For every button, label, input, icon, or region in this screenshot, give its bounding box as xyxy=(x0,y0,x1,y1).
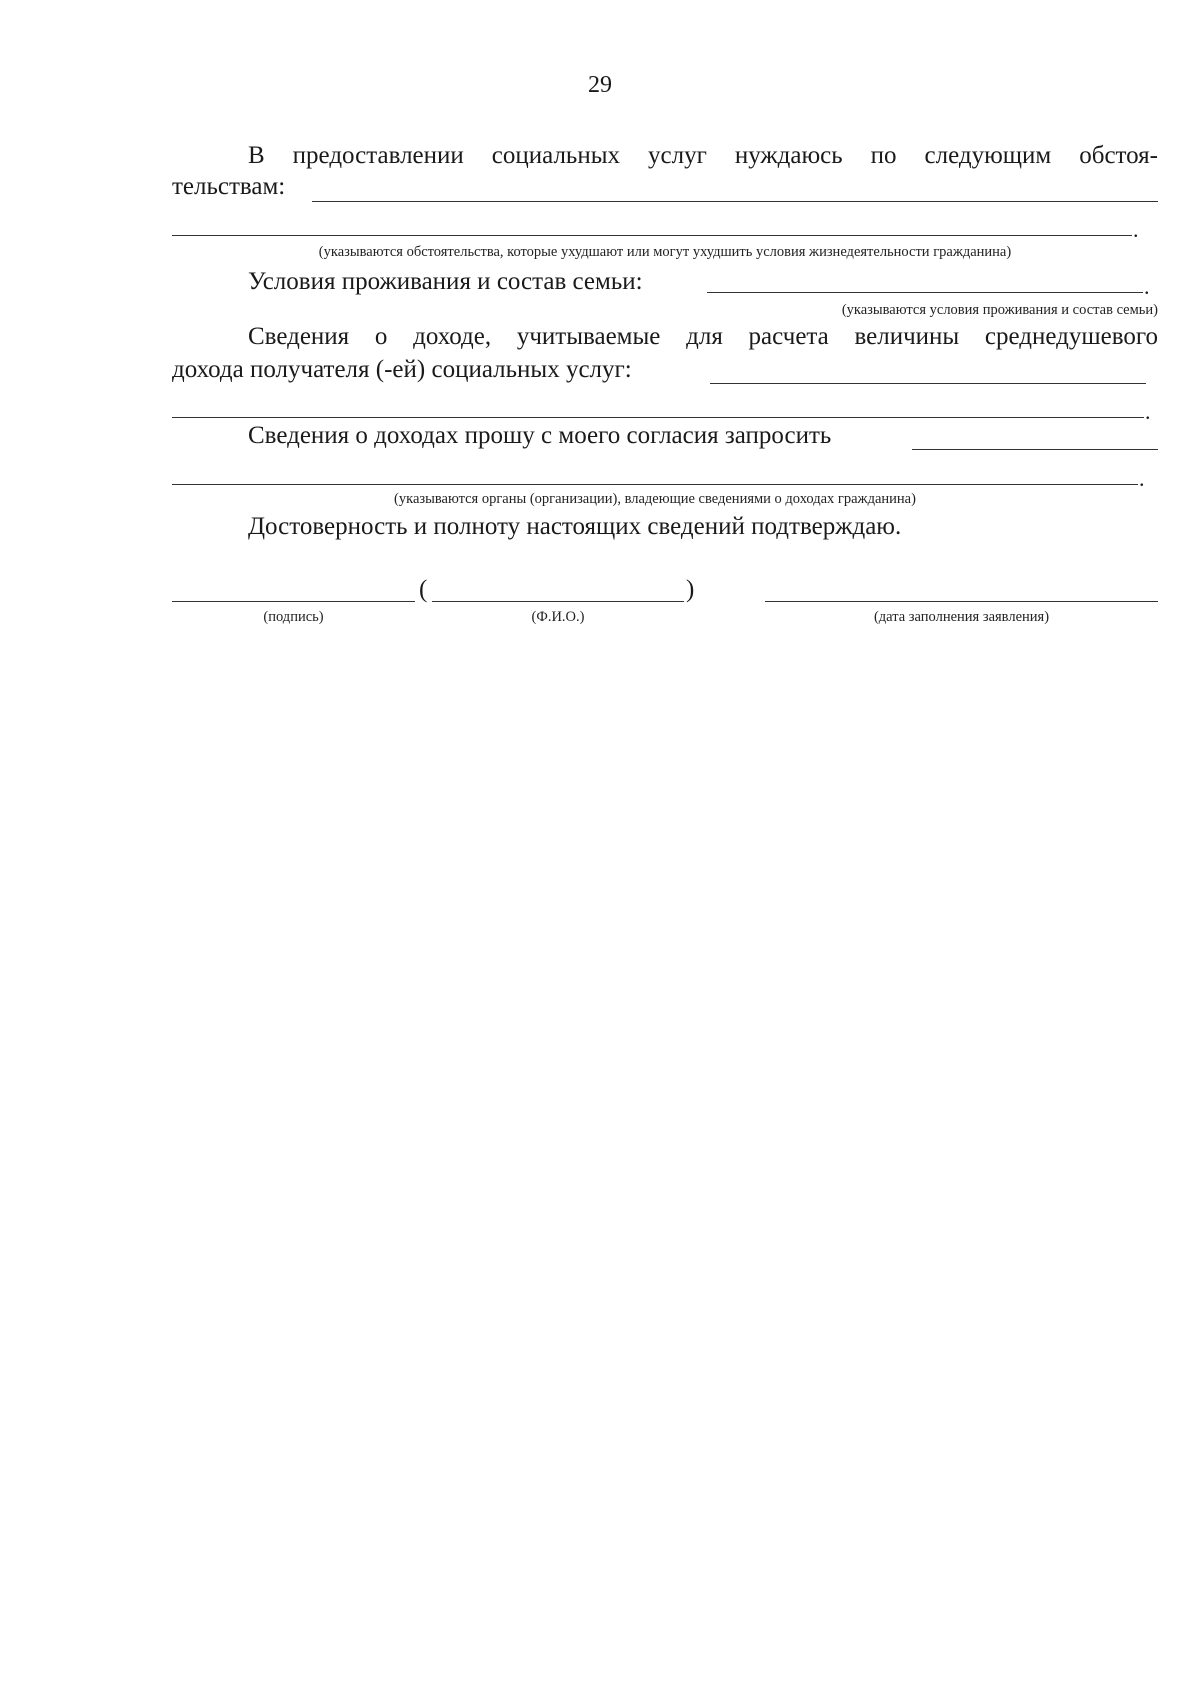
request-period: . xyxy=(1139,466,1145,491)
name-line[interactable] xyxy=(432,601,684,602)
living-fill-line[interactable] xyxy=(707,292,1143,293)
income-paragraph-label: дохода получателя (-ей) социальных услуг: xyxy=(172,356,632,383)
signature-caption: (подпись) xyxy=(263,609,324,625)
needs-caption: (указываются обстоятельства, которые ухудшают или могут ухудшить условия жизнедеятельности гражданина) xyxy=(318,244,1012,260)
date-caption: (дата заполнения заявления) xyxy=(873,609,1050,625)
needs-paragraph-line1: В предоставлении социальных услуг нуждаюсь по следующим обстоя- xyxy=(248,142,1158,169)
confirmation-text: Достоверность и полноту настоящих сведений подтверждаю. xyxy=(248,513,902,540)
needs-paragraph-label: тельствам: xyxy=(172,173,286,200)
income-paragraph-line1: Сведения о доходе, учитываемые для расчета величины среднедушевого xyxy=(248,323,1158,350)
page-number: 29 xyxy=(588,72,612,98)
needs-fill-line-2[interactable] xyxy=(172,235,1132,236)
income-fill-line-1[interactable] xyxy=(710,383,1146,384)
income-fill-line-2[interactable] xyxy=(172,417,1144,418)
name-open-paren: ( xyxy=(419,576,428,603)
request-caption: (указываются органы (организации), владеющие сведениями о доходах гражданина) xyxy=(394,491,916,507)
request-fill-line-2[interactable] xyxy=(172,484,1138,485)
name-close-paren: ) xyxy=(686,576,695,603)
name-caption: (Ф.И.О.) xyxy=(531,609,585,625)
date-line[interactable] xyxy=(765,601,1158,602)
needs-period: . xyxy=(1133,217,1139,242)
income-period: . xyxy=(1145,399,1151,424)
living-caption: (указываются условия проживания и состав семьи) xyxy=(841,302,1158,318)
request-fill-line-1[interactable] xyxy=(912,449,1158,450)
living-period: . xyxy=(1144,274,1150,299)
request-label: Сведения о доходах прошу с моего согласия запросить xyxy=(248,422,832,449)
needs-fill-line-1[interactable] xyxy=(312,201,1158,202)
signature-line[interactable] xyxy=(172,601,415,602)
living-label: Условия проживания и состав семьи: xyxy=(248,268,643,295)
